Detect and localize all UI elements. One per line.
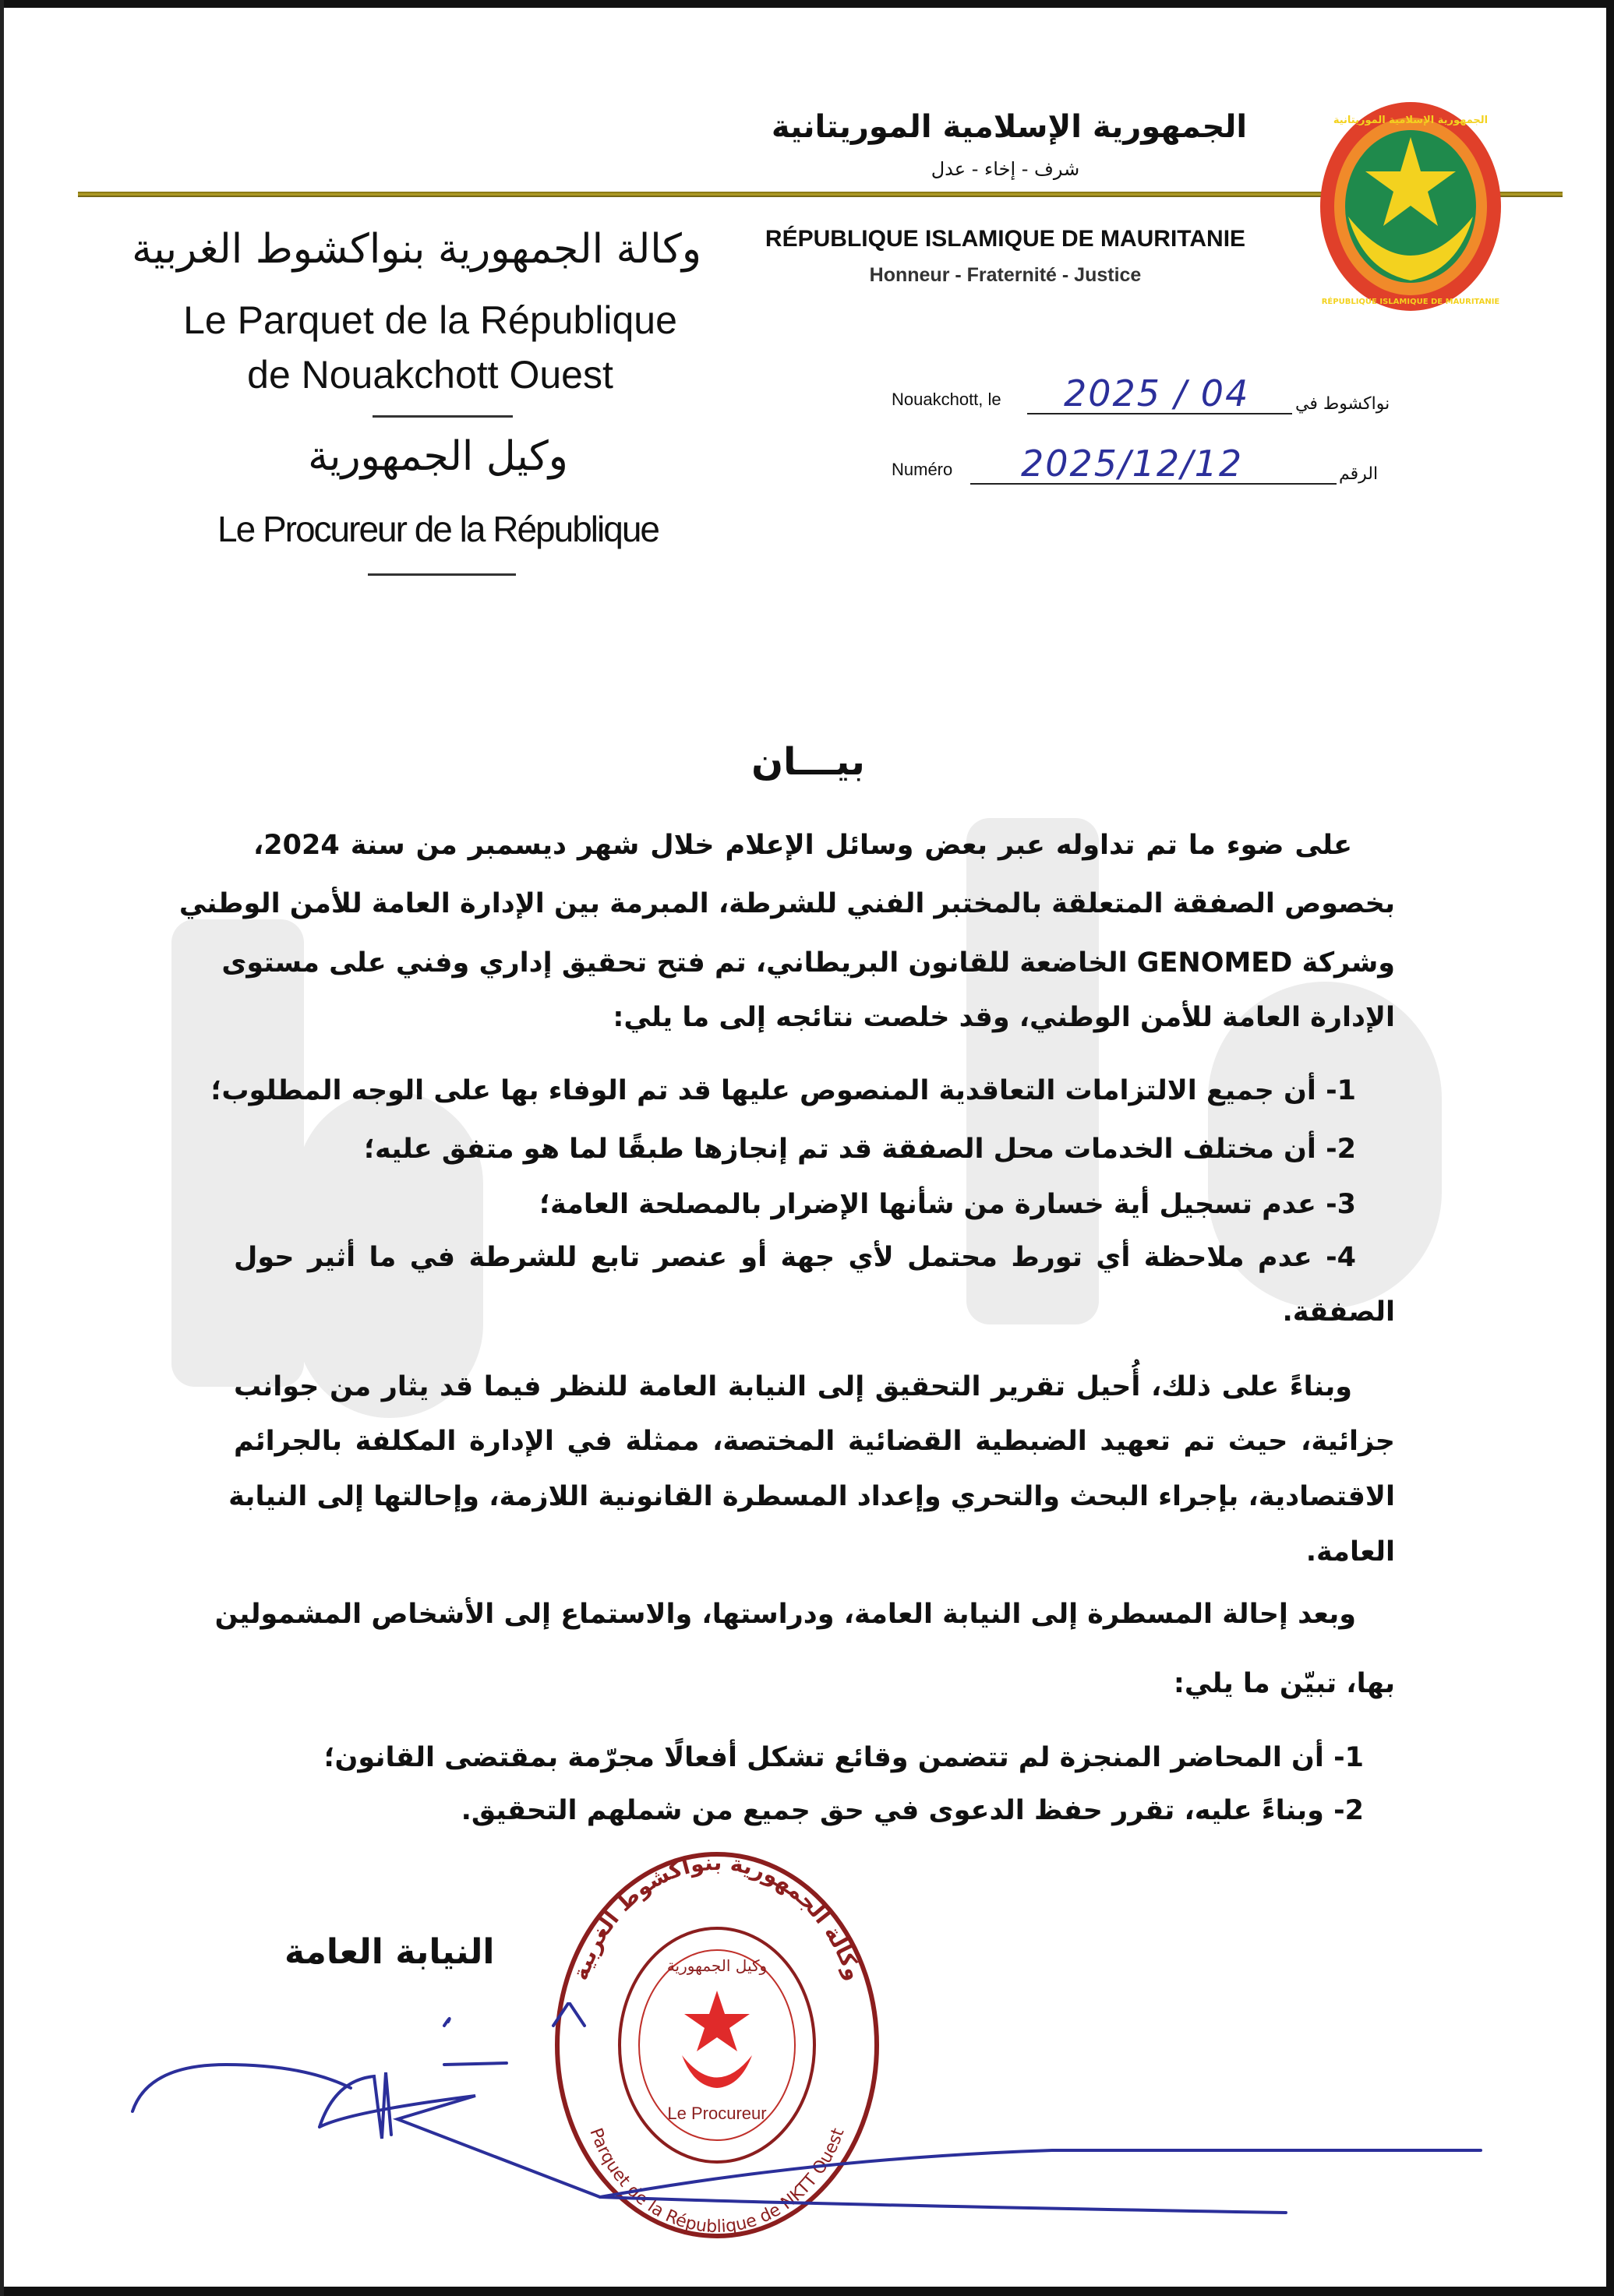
document-title: بيـــان bbox=[751, 740, 865, 784]
handwritten-signature bbox=[117, 2002, 1598, 2236]
paragraph-line: جزائية، حيث تم تعهيد الضبطية القضائية المختصة، ممثلة في الإدارة المكلفة بالجرائم bbox=[234, 1426, 1395, 1457]
date-label-ar: نواكشوط في bbox=[1295, 394, 1390, 414]
fr-parquet-title: Le Parquet de la République bbox=[183, 298, 677, 342]
stamp-text-top: وكالة الجمهورية بنواكشوط الغربية bbox=[567, 1849, 867, 1984]
stamp-text-inner: وكيل الجمهورية bbox=[666, 1956, 768, 1975]
date-label-fr: Nouakchott, le bbox=[892, 390, 1001, 409]
list-item: الصفقة. bbox=[1282, 1296, 1395, 1328]
scan-border-bottom bbox=[0, 2287, 1614, 2296]
national-emblem bbox=[1317, 100, 1504, 314]
number-label-ar: الرقم bbox=[1339, 464, 1379, 484]
fr-parquet-city: de Nouakchott Ouest bbox=[247, 353, 613, 397]
paragraph-line: بها، تبيّن ما يلي: bbox=[1173, 1668, 1395, 1699]
signatory-office: النيابة العامة bbox=[284, 1932, 495, 1972]
scan-border-top bbox=[0, 0, 1614, 8]
paragraph-line: بخصوص الصفقة المتعلقة بالمختبر الفني للشرطة، المبرمة بين الإدارة العامة للأمن الوطني bbox=[178, 888, 1395, 919]
paragraph-line: وشركة GENOMED الخاضعة للقانون البريطاني، تم فتح تحقيق إداري وفني على مستوى bbox=[221, 947, 1395, 979]
paragraph-line: وبعد إحالة المسطرة إلى النيابة العامة، ودراستها، والاستماع إلى الأشخاص المشمولين bbox=[214, 1599, 1356, 1630]
ar-procureur-title: وكيل الجمهورية bbox=[308, 433, 568, 480]
paragraph-line: وبناءً على ذلك، أُحيل تقرير التحقيق إلى النيابة العامة للنظر فيما قد يثار من جوانب bbox=[234, 1371, 1352, 1402]
list-item: 1- أن جميع الالتزامات التعاقدية المنصوص عليها قد تم الوفاء بها على الوجه المطلوب؛ bbox=[210, 1075, 1356, 1106]
list-item: 1- أن المحاضر المنجزة لم تتضمن وقائع تشكل أفعالًا مجرّمة بمقتضى القانون؛ bbox=[323, 1742, 1364, 1773]
divider bbox=[368, 573, 516, 576]
list-item: 3- عدم تسجيل أية خسارة من شأنها الإضرار بالمصلحة العامة؛ bbox=[539, 1189, 1356, 1220]
scan-border-right bbox=[1606, 0, 1614, 2296]
emblem-text: الجمهورية الإسلامية الموريتانية bbox=[1333, 115, 1489, 126]
list-item: 2- أن مختلف الخدمات محل الصفقة قد تم إنجازها طبقًا لما هو متفق عليه؛ bbox=[364, 1134, 1356, 1165]
fr-motto: Honneur - Fraternité - Justice bbox=[869, 264, 1142, 286]
number-value-handwritten: 2025/12/12 bbox=[1021, 443, 1244, 485]
stamp-text-bottom: Le Procureur bbox=[667, 2104, 767, 2123]
paragraph-line: على ضوء ما تم تداوله عبر بعض وسائل الإعلام خلال شهر ديسمبر من سنة 2024، bbox=[253, 830, 1352, 861]
emblem-text-fr: RÉPUBLIQUE ISLAMIQUE DE MAURITANIE bbox=[1321, 298, 1500, 306]
paragraph-line: العامة. bbox=[1305, 1536, 1395, 1568]
list-item: 2- وبناءً عليه، تقرر حفظ الدعوى في حق جميع من شملهم التحقيق. bbox=[461, 1795, 1364, 1826]
date-value-handwritten: 2025 / 04 bbox=[1064, 372, 1250, 414]
scan-border-left bbox=[0, 0, 4, 2296]
fr-state-title: RÉPUBLIQUE ISLAMIQUE DE MAURITANIE bbox=[765, 226, 1246, 252]
paragraph-line: الاقتصادية، بإجراء البحث والتحري وإعداد المسطرة القانونية اللازمة، وإحالتها إلى النيابة bbox=[228, 1481, 1395, 1512]
ar-parquet-title: وكالة الجمهورية بنواكشوط الغربية bbox=[132, 226, 701, 273]
number-label-fr: Numéro bbox=[892, 460, 953, 479]
ar-motto: شرف - إخاء - عدل bbox=[931, 158, 1080, 180]
fr-procureur-title: Le Procureur de la République bbox=[217, 509, 659, 549]
paragraph-line: الإدارة العامة للأمن الوطني، وقد خلصت نتائجه إلى ما يلي: bbox=[613, 1002, 1395, 1033]
stamp-text-fr: Parquet de la République de NKTT Ouest bbox=[585, 2125, 849, 2238]
ar-state-title: الجمهورية الإسلامية الموريتانية bbox=[771, 109, 1248, 145]
divider bbox=[373, 415, 513, 418]
list-item: 4- عدم ملاحظة أي تورط محتمل لأي جهة أو عنصر تابع للشرطة في ما أثير حول bbox=[234, 1242, 1356, 1273]
